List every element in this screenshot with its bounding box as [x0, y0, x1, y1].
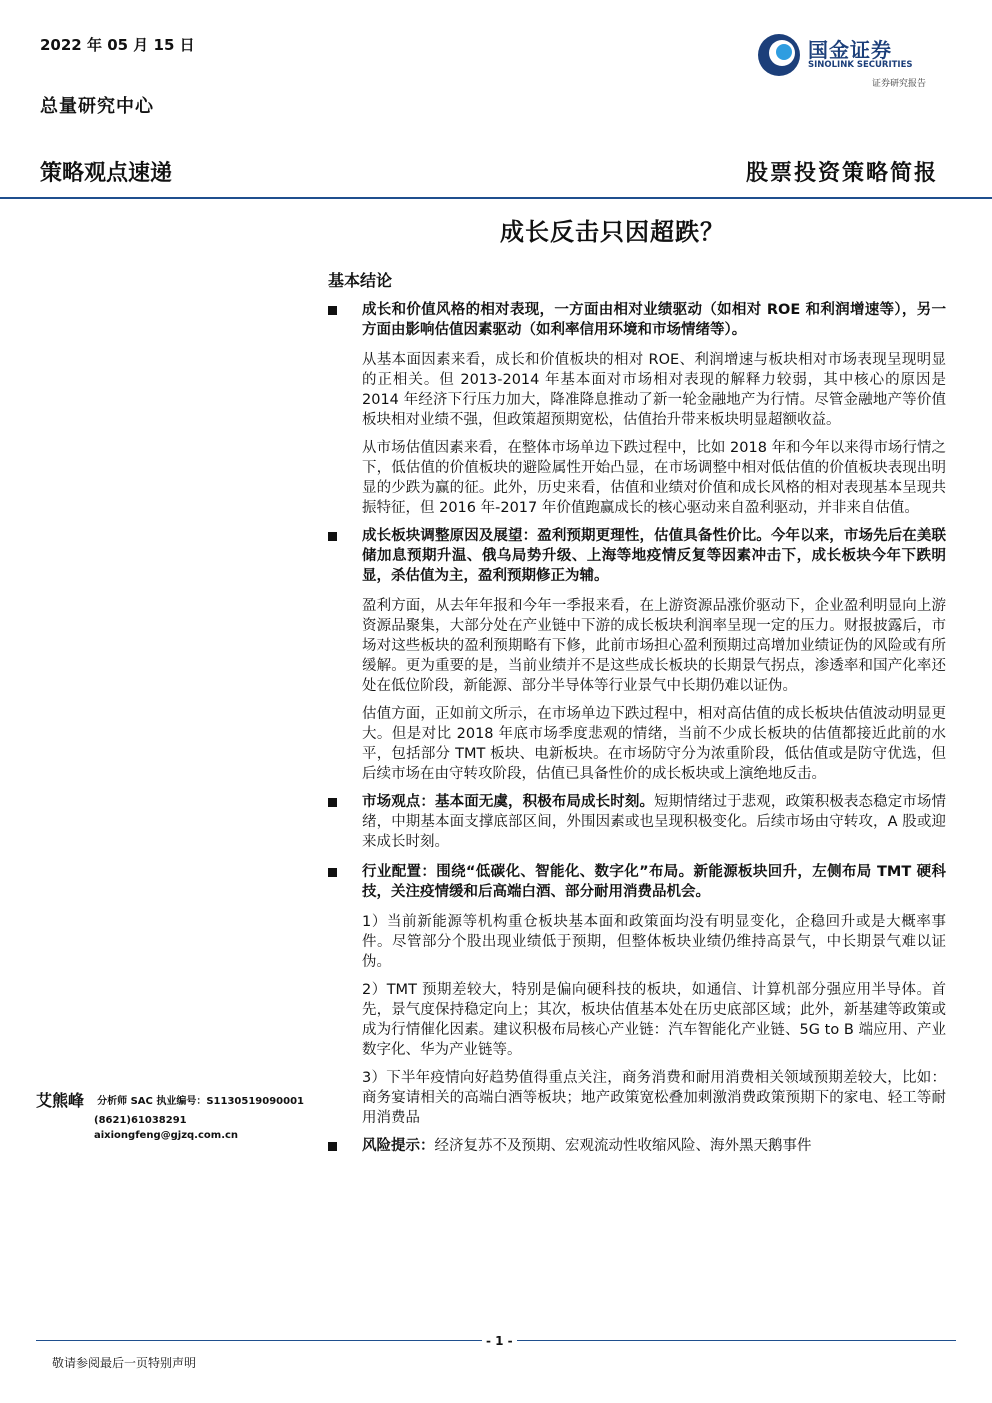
company-logo: [756, 30, 952, 92]
body-paragraph: 1）当前新能源等机构重仓板块基本面和政策面均没有明显变化，企稳回升或是大概率事件。尽管部分个股出现业绩低于预期，但整体板块业绩仍维持高景气，中长期景气难以证伪。: [362, 914, 946, 970]
bullet-square-icon: [328, 1142, 337, 1151]
bullet-heading-text: 市场观点：基本面无虞，积极布局成长时刻。: [362, 794, 655, 810]
body-paragraph: 2）TMT 预期差较大，特别是偏向硬科技的板块，如通信、计算机部分强应用半导体。首先，景气度保持稳定向上；其次，板块估值基本处在历史底部区域；此外，新基建等政策或成为行情催化因素。建议积极布局核心产业链：汽车智能化产业链、5G to B 端应用、产业数字化、华为产业链等。: [362, 982, 946, 1058]
body-paragraph: 估值方面，正如前文所示，在市场单边下跌过程中，相对高估值的成长板块估值波动明显更大。但是对比 2018 年底市场季度悲观的情绪，当前不少成长板块的估值都接近此前的水平，包括部分 TMT 板块、电新板块。在市场防守分为浓重阶段，低估值或是防守优选，但后续市场在由守转攻阶段，估值已具备性价的成长板块或上演绝地反击。: [362, 706, 946, 782]
section-title: 基本结论: [328, 271, 393, 290]
logo-subtitle: 证券研究报告: [872, 79, 927, 89]
bullet-heading-text: 行业配置：围绕“低碳化、智能化、数字化”布局。新能源板块回升，左侧布局 TMT 硬科技，关注疫情缓和后高端白酒、部分耐用消费品机会。: [362, 864, 946, 900]
analyst-cert: 分析师 SAC 执业编号：S1130519090001: [97, 1096, 305, 1107]
body-paragraph: 盈利方面，从去年年报和今年一季报来看，在上游资源品涨价驱动下，企业盈利明显向上游资源品聚集，大部分处在产业链中下游的成长板块利润率呈现一定的压力。财报披露后，市场对这些板块的盈利预期略有下修，此前市场担心盈利预期过高增加业绩证伪的风险或有所缓解。更为重要的是，当前业绩并不是这些成长板块的长期景气拐点，渗透率和国产化率还处在低位阶段，新能源、部分半导体等行业景气中长期仍难以证伪。: [362, 598, 946, 694]
report-type: 股票投资策略简报: [745, 160, 938, 186]
body-paragraph: 3）下半年疫情向好趋势值得重点关注，商务消费和耐用消费相关领域预期差较大，比如：商务宴请相关的高端白酒等板块；地产政策宽松叠加刺激消费政策预期下的家电、轻工等耐用消费品: [362, 1070, 946, 1126]
disclaimer-note: 敬请参阅最后一页特别声明: [52, 1356, 197, 1370]
bullet-square-icon: [328, 798, 337, 807]
bullet-heading-text: 成长和价值风格的相对表现，一方面由相对业绩驱动（如相对 ROE 和利润增速等），另一方面由影响估值因素驱动（如利率信用环境和市场情绪等）。: [362, 302, 946, 338]
bullet-heading: [326, 300, 946, 340]
department-name: 总量研究中心: [40, 96, 154, 117]
bullet-square-icon: [328, 868, 337, 877]
bullet-heading-tail: 短期情绪过于悲观，政策积极表态稳定市场情绪，中期基本面支撑底部区间，外围因素或也呈现积极变化。后续市场由守转攻，A 股或迎来成长时刻。: [362, 794, 947, 850]
series-name: 策略观点速递: [40, 161, 173, 186]
report-date: 2022 年 05 月 15 日: [40, 36, 195, 54]
bullet-heading-text: 成长板块调整原因及展望：盈利预期更理性，估值具备性价比。今年以来，市场先后在美联储加息预期升温、俄乌局势升级、上海等地疫情反复等因素冲击下，成长板块今年下跌明显，杀估值为主，盈利预期修正为辅。: [362, 528, 946, 584]
body-paragraph: 从市场估值因素来看，在整体市场单边下跌过程中，比如 2018 年和今年以来得市场行情之下，低估值的价值板块的避险属性开始凸显，在市场调整中相对低估值的价值板块表现出明显的少跌为赢的征。此外，历史来看，估值和业绩对价值和成长风格的相对表现基本呈现共振特征，但 2016 年-2017 年价值跑赢成长的核心驱动来自盈利驱动，并非来自估值。: [362, 440, 946, 516]
report-title: 成长反击只因超跌？: [500, 217, 725, 246]
bullet-heading-text: 风险提示：: [362, 1138, 435, 1154]
bullet-heading: [326, 1136, 946, 1156]
bullet-square-icon: [328, 306, 337, 315]
bullet-heading: [326, 526, 946, 586]
bullet-heading: [326, 862, 946, 902]
bullet-square-icon: [328, 532, 337, 541]
analyst-email[interactable]: aixiongfeng@gjzq.com.cn: [94, 1130, 239, 1141]
sinolink-logo-icon: [756, 32, 802, 78]
logo-name-en: SINOLINK SECURITIES: [808, 60, 913, 70]
report-body: [326, 300, 946, 1166]
bullet-heading-tail: 经济复苏不及预期、宏观流动性收缩风险、海外黑天鹅事件: [434, 1138, 812, 1154]
body-paragraph: 从基本面因素来看，成长和价值板块的相对 ROE、利润增速与板块相对市场表现呈现明显的正相关。但 2013-2014 年基本面对市场相对表现的解释力较弱，其中核心的原因是 2014 年经济下行压力加大，降准降息推动了新一轮金融地产为行情。尽管金融地产等价值板块相对业绩不强，但政策超预期宽松，估值抬升带来板块明显超额收益。: [362, 352, 946, 428]
analyst-name: 艾熊峰: [36, 1091, 85, 1110]
logo-name-cn: 国金证券: [808, 38, 892, 62]
bullet-heading: [326, 792, 946, 852]
analyst-phone: (8621)61038291: [94, 1115, 187, 1126]
page-number: - 1 -: [482, 1334, 517, 1348]
analyst-block: [36, 1088, 316, 1141]
header-divider: [0, 197, 992, 199]
